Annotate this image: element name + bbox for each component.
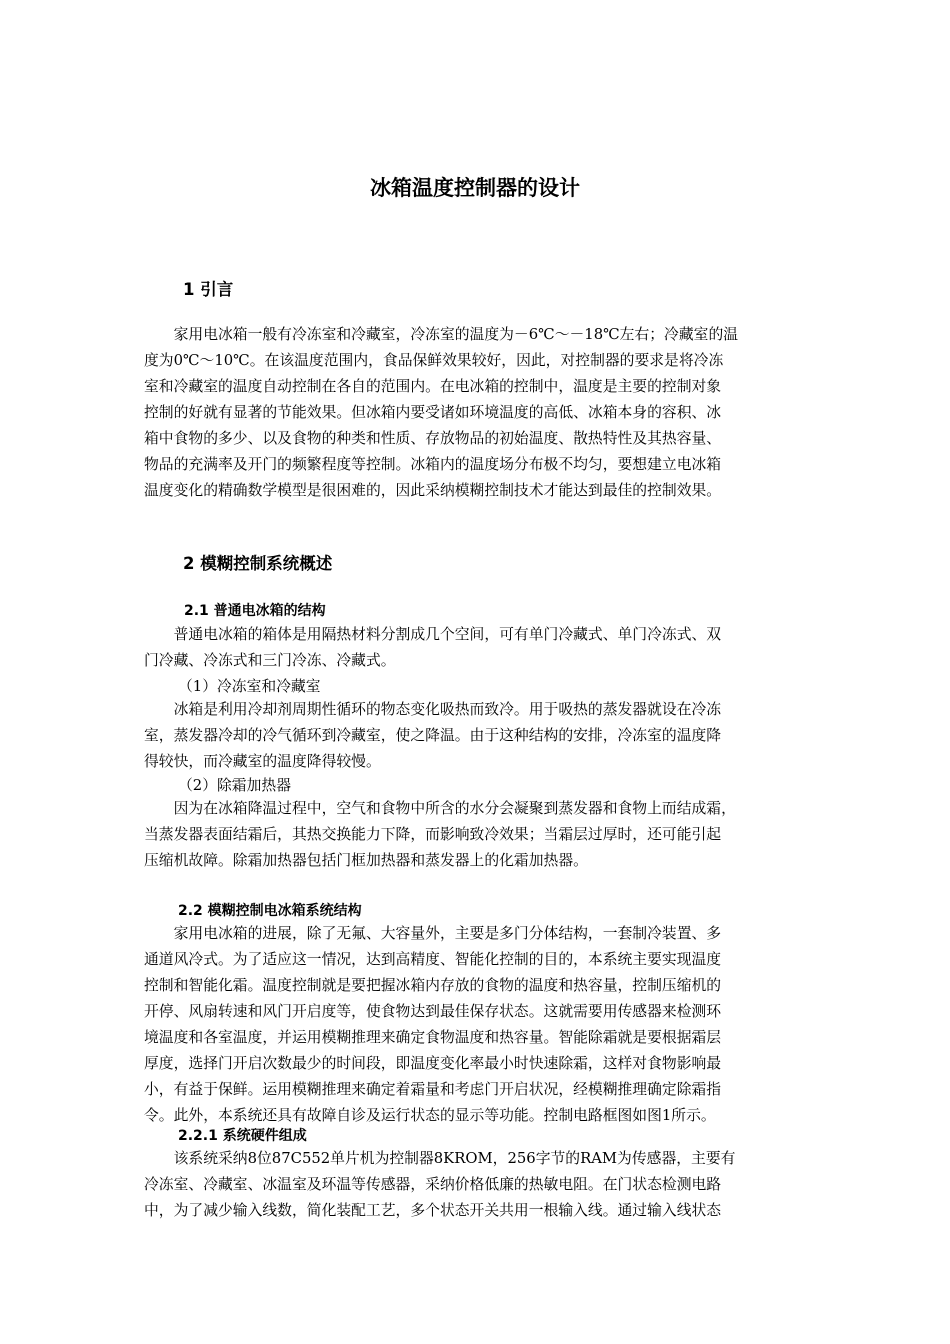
- subsection-2-1-paragraph: [144, 622, 810, 674]
- subsection-heading-2-1: 2.1 普通电冰箱的结构: [184, 603, 326, 619]
- section-heading-intro: 1 引言: [183, 280, 234, 299]
- text-line: 室和冷藏室的温度自动控制在各自的范围内。在电冰箱的控制中，温度是主要的控制对象: [144, 378, 722, 395]
- text-line: 控制和智能化霜。温度控制就是要把握冰箱内存放的食物的温度和热容量，控制压缩机的: [144, 977, 722, 994]
- item2-paragraph: [144, 796, 810, 874]
- text-line: 家用电冰箱的进展，除了无氟、大容量外，主要是多门分体结构，一套制冷装置、多: [144, 925, 722, 942]
- subsection-heading-2-2: 2.2 模糊控制电冰箱系统结构: [178, 903, 362, 919]
- section-heading-overview: 2 模糊控制系统概述: [183, 554, 333, 573]
- text-line: 物品的充满率及开门的频繁程度等控制。冰箱内的温度场分布极不均匀，要想建立电冰箱: [144, 456, 722, 473]
- text-line: 因为在冰箱降温过程中，空气和食物中所含的水分会凝聚到蒸发器和食物上而结成霜，: [144, 800, 736, 817]
- text-line: 冰箱是利用冷却剂周期性循环的物态变化吸热而致冷。用于吸热的蒸发器就设在冷冻: [144, 701, 722, 718]
- text-line: 度为0℃～10℃。在该温度范围内，食品保鲜效果较好，因此，对控制器的要求是将冷冻: [144, 352, 724, 369]
- text-line: 中，为了减少输入线数，简化装配工艺，多个状态开关共用一根输入线。通过输入线状态: [144, 1202, 722, 1219]
- text-line: 冷冻室、冷藏室、冰温室及环温等传感器，采纳价格低廉的热敏电阻。在门状态检测电路: [144, 1176, 722, 1193]
- text-line: 该系统采纳8位87C552单片机为控制器8KROM，256字节的RAM为传感器，主要有: [144, 1150, 736, 1167]
- text-line: 小，有益于保鲜。运用模糊推理来确定着霜量和考虑门开启状况，经模糊推理确定除霜指: [144, 1081, 722, 1098]
- text-line: 控制的好就有显著的节能效果。但冰箱内要受诸如环境温度的高低、冰箱本身的容积、冰: [144, 404, 722, 421]
- text-line: 家用电冰箱一般有冷冻室和冷藏室，冷冻室的温度为－6℃～－18℃左右；冷藏室的温: [144, 326, 739, 343]
- text-line: 令。此外，本系统还具有故障自诊及运行状态的显示等功能。控制电路框图如图1所示。: [144, 1107, 716, 1124]
- item-label-defrost: （2）除霜加热器: [178, 777, 291, 794]
- text-line: 通道风冷式。为了适应这一情况，达到高精度、智能化控制的目的，本系统主要实现温度: [144, 951, 722, 968]
- text-line: 压缩机故障。除霜加热器包括门框加热器和蒸发器上的化霜加热器。: [144, 852, 588, 869]
- text-line: 得较快，而冷藏室的温度降得较慢。: [144, 753, 381, 770]
- text-line: 开停、风扇转速和风门开启度等，使食物达到最佳保存状态。这就需要用传感器来检测环: [144, 1003, 722, 1020]
- text-line: 普通电冰箱的箱体是用隔热材料分割成几个空间，可有单门冷藏式、单门冷冻式、双: [144, 626, 722, 643]
- document-title: 冰箱温度控制器的设计: [370, 176, 580, 200]
- subsection-heading-2-2-1: 2.2.1 系统硬件组成: [178, 1128, 307, 1144]
- text-line: 门冷藏、冷冻式和三门冷冻、冷藏式。: [144, 652, 396, 669]
- subsection-2-2-paragraph: [144, 921, 810, 1129]
- text-line: 温度变化的精确数学模型是很困难的，因此采纳模糊控制技术才能达到最佳的控制效果。: [144, 482, 722, 499]
- text-line: 室，蒸发器冷却的冷气循环到冷藏室，使之降温。由于这种结构的安排，冷冻室的温度降: [144, 727, 722, 744]
- text-line: 厚度，选择门开启次数最少的时间段，即温度变化率最小时快速除霜，这样对食物影响最: [144, 1055, 722, 1072]
- intro-paragraph: [144, 322, 810, 504]
- text-line: 箱中食物的多少、以及食物的种类和性质、存放物品的初始温度、散热特性及其热容量、: [144, 430, 722, 447]
- item-label-freezer: （1）冷冻室和冷藏室: [178, 678, 321, 695]
- subsection-2-2-1-paragraph: [144, 1146, 810, 1224]
- text-line: 境温度和各室温度，并运用模糊推理来确定食物温度和热容量。智能除霜就是要根据霜层: [144, 1029, 722, 1046]
- item1-paragraph: [144, 697, 810, 775]
- text-line: 当蒸发器表面结霜后，其热交换能力下降，而影响致冷效果；当霜层过厚时，还可能引起: [144, 826, 722, 843]
